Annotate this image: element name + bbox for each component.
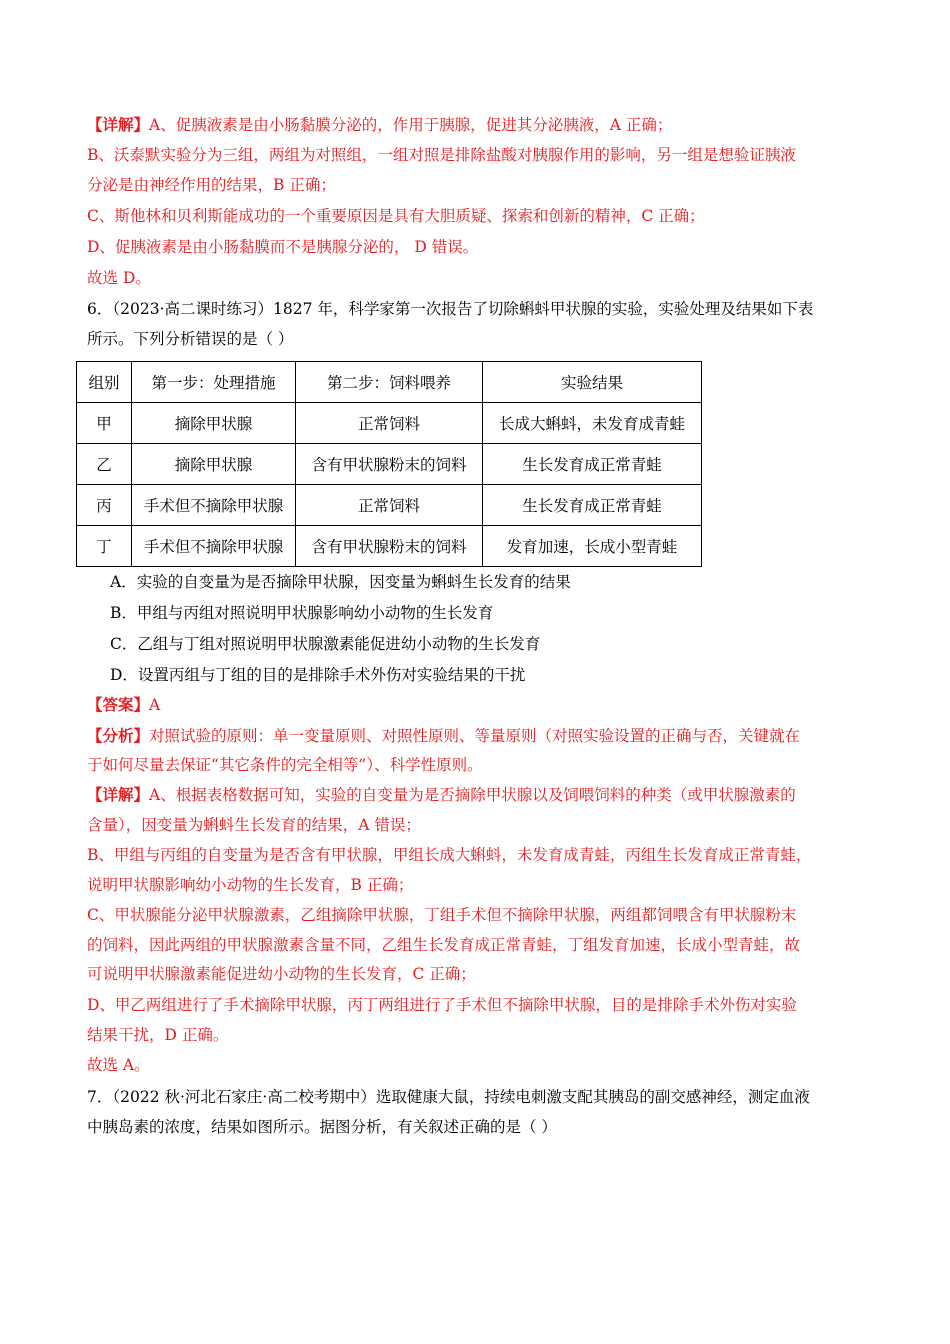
table-header-cell: 第一步：处理措施 — [132, 362, 296, 403]
table-row — [77, 485, 702, 526]
detail-tag: 【详解】 — [87, 115, 150, 134]
table-cell: 含有甲状腺粉末的饲料 — [296, 526, 483, 567]
answer-tag: 【答案】 — [87, 695, 150, 714]
q6-option-d[interactable]: D．设置丙组与丁组的目的是排除手术外伤对实验结果的干扰 — [110, 666, 526, 684]
table-cell: 丙 — [77, 485, 132, 526]
table-cell: 正常饲料 — [296, 485, 483, 526]
analysis-tag: 【分析】 — [87, 726, 150, 745]
prev-detail-c: C、斯他林和贝利斯能成功的一个重要原因是具有大胆质疑、探索和创新的精神，C 正确； — [87, 207, 705, 225]
q7-stem-line1: 7．（2022 秋·河北石家庄·高二校考期中）选取健康大鼠，持续电刺激支配其胰岛的副交感神经，测定血液 — [87, 1088, 810, 1106]
table-cell: 长成大蝌蚪，未发育成青蛙 — [483, 403, 702, 444]
q6-detail-b-line1: B、甲组与丙组的自变量为是否含有甲状腺，甲组长成大蝌蚪，未发育成青蛙，丙组生长发育成正常青蛙， — [87, 846, 812, 864]
table-header-cell: 实验结果 — [483, 362, 702, 403]
detail-tag: 【详解】 — [87, 785, 150, 804]
prev-detail-a: 【详解】A、促胰液素是由小肠黏膜分泌的，作用于胰腺，促进其分泌胰液，A 正确； — [87, 115, 673, 134]
q7-stem-line2: 中胰岛素的浓度，结果如图所示。据图分析，有关叙述正确的是（ ） — [87, 1118, 557, 1136]
q6-analysis-line1: 【分析】对照试验的原则：单一变量原则、对照性原则、等量原则（对照实验设置的正确与否，关键就在 — [87, 726, 801, 745]
table-cell: 摘除甲状腺 — [132, 403, 296, 444]
q6-analysis-line2: 于如何尽量去保证“其它条件的完全相等”）、科学性原则。 — [87, 756, 483, 774]
table-header-row — [77, 362, 702, 403]
table-row — [77, 403, 702, 444]
table-cell: 手术但不摘除甲状腺 — [132, 485, 296, 526]
table-cell: 丁 — [77, 526, 132, 567]
q6-detail-c-line2: 的饲料，因此两组的甲状腺激素含量不同，乙组生长发育成正常青蛙，丁组发育加速，长成小型青蛙，故 — [87, 936, 801, 954]
table-cell: 正常饲料 — [296, 403, 483, 444]
q6-option-a[interactable]: A．实验的自变量为是否摘除甲状腺，因变量为蝌蚪生长发育的结果 — [110, 573, 571, 591]
q6-stem-line2: 所示。下列分析错误的是（ ） — [87, 330, 294, 348]
table-header-cell: 第二步：饲料喂养 — [296, 362, 483, 403]
table-cell: 生长发育成正常青蛙 — [483, 485, 702, 526]
q6-detail-a-line2: 含量），因变量为蝌蚪生长发育的结果，A 错误； — [87, 816, 421, 834]
q6-answer — [87, 695, 867, 715]
q6-detail-d-line1: D、甲乙两组进行了手术摘除甲状腺，丙丁两组进行了手术但不摘除甲状腺，目的是排除手术外伤对实验 — [87, 996, 797, 1014]
prev-detail-d: D、促胰液素是由小肠黏膜而不是胰腺分泌的， D 错误。 — [87, 238, 479, 256]
q6-detail-c-line1: C、甲状腺能分泌甲状腺激素，乙组摘除甲状腺，丁组手术但不摘除甲状腺，两组都饲喂含有甲状腺粉末 — [87, 906, 797, 924]
table-header-cell: 组别 — [77, 362, 132, 403]
answer-value: A — [149, 696, 161, 714]
experiment-table — [76, 361, 702, 567]
q6-detail-d-line2: 结果干扰，D 正确。 — [87, 1026, 229, 1044]
table-cell: 含有甲状腺粉末的饲料 — [296, 444, 483, 485]
q6-detail-c-line3: 可说明甲状腺激素能促进幼小动物的生长发育，C 正确； — [87, 965, 476, 983]
prev-choice: 故选 D。 — [87, 269, 151, 287]
table-cell: 发育加速，长成小型青蛙 — [483, 526, 702, 567]
table-row — [77, 526, 702, 567]
table-cell: 甲 — [77, 403, 132, 444]
table-cell: 生长发育成正常青蛙 — [483, 444, 702, 485]
table-row — [77, 444, 702, 485]
q6-choice: 故选 A。 — [87, 1056, 150, 1074]
prev-detail-b-line2: 分泌是由神经作用的结果，B 正确； — [87, 176, 336, 194]
q6-stem-line1: 6．（2023·高二课时练习）1827 年，科学家第一次报告了切除蝌蚪甲状腺的实验，实验处理及结果如下表 — [87, 300, 814, 318]
q6-detail-b-line2: 说明甲状腺影响幼小动物的生长发育，B 正确； — [87, 876, 414, 894]
table-cell: 乙 — [77, 444, 132, 485]
q6-detail-a-line1: 【详解】A、根据表格数据可知，实验的自变量为是否摘除甲状腺以及饲喂饲料的种类（或甲状腺激素的 — [87, 785, 796, 804]
prev-detail-b-line1: B、沃泰默实验分为三组，两组为对照组，一组对照是排除盐酸对胰腺作用的影响，另一组是想验证胰液 — [87, 146, 796, 164]
table-cell: 手术但不摘除甲状腺 — [132, 526, 296, 567]
q6-option-b[interactable]: B．甲组与丙组对照说明甲状腺影响幼小动物的生长发育 — [110, 604, 494, 622]
table-cell: 摘除甲状腺 — [132, 444, 296, 485]
q6-option-c[interactable]: C．乙组与丁组对照说明甲状腺激素能促进幼小动物的生长发育 — [110, 635, 541, 653]
